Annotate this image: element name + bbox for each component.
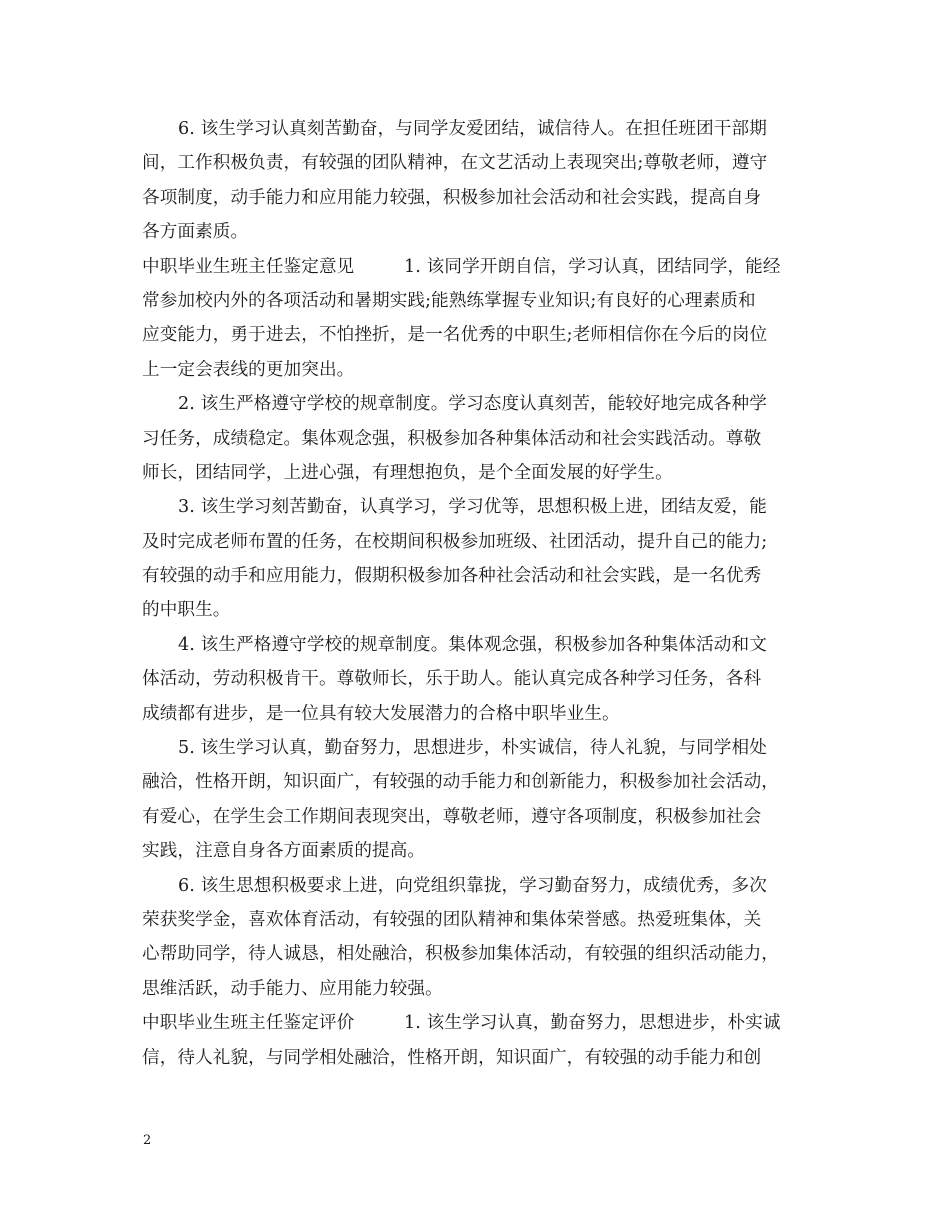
text-line: 的中职生。 xyxy=(142,600,231,621)
section-opinion xyxy=(142,250,810,388)
text-line: 心帮助同学，待人诚恳，相处融洽，积极参加集体活动，有较强的组织活动能力， xyxy=(142,944,779,965)
text-line: 上一定会表线的更加突出。 xyxy=(142,359,355,380)
section-heading-line xyxy=(142,250,810,284)
section-heading: 中职毕业生班主任鉴定意见 xyxy=(142,256,355,277)
text-line: 融洽，性格开朗，知识面广，有较强的动手能力和创新能力，积极参加社会活动， xyxy=(142,772,779,793)
text-line: 间，工作积极负责，有较强的团队精神，在文艺活动上表现突出;尊敬老师，遵守 xyxy=(142,153,768,174)
text-line: 师长，团结同学，上进心强，有理想抱负，是个全面发展的好学生。 xyxy=(142,462,673,483)
text-line: 常参加校内外的各项活动和暑期实践;能熟练掌握专业知识;有良好的心理素质和 xyxy=(142,290,756,311)
document-body xyxy=(142,112,810,1075)
text-line: 6. 该生思想积极要求上进，向党组织靠拢，学习勤奋努力，成绩优秀，多次 xyxy=(178,875,767,896)
text-line: 思维活跃，动手能力、应用能力较强。 xyxy=(142,978,443,999)
text-line: 荣获奖学金，喜欢体育活动，有较强的团队精神和集体荣誉感。热爱班集体，关 xyxy=(142,909,762,930)
text-line: 有较强的动手和应用能力，假期积极参加各种社会活动和社会实践，是一名优秀 xyxy=(142,566,762,587)
text-line: 实践，注意自身各方面素质的提高。 xyxy=(142,841,426,862)
section-heading: 中职毕业生班主任鉴定评价 xyxy=(142,1013,355,1034)
text-line: 信，待人礼貌，与同学相处融洽，性格开朗，知识面广，有较强的动手能力和创 xyxy=(142,1047,762,1068)
text-line: 5. 该生学习认真，勤奋努力，思想进步，朴实诚信，待人礼貌，与同学相处 xyxy=(178,738,767,759)
paragraph-2 xyxy=(142,387,810,490)
paragraph-6b xyxy=(142,869,810,1007)
page-number: 2 xyxy=(143,1133,152,1148)
text-line: 1. 该同学开朗自信，学习认真，团结同学，能经 xyxy=(404,256,781,277)
text-line: 6. 该生学习认真刻苦勤奋，与同学友爱团结，诚信待人。在担任班团干部期 xyxy=(178,119,767,139)
paragraph-3 xyxy=(142,490,810,628)
paragraph-5 xyxy=(142,731,810,869)
text-line: 应变能力，勇于进去，不怕挫折，是一名优秀的中职生;老师相信你在今后的岗位 xyxy=(142,325,768,346)
text-line: 各项制度，动手能力和应用能力较强，积极参加社会活动和社会实践，提高自身 xyxy=(142,187,762,208)
text-line: 及时完成老师布置的任务，在校期间积极参加班级、社团活动，提升自己的能力; xyxy=(142,531,768,552)
text-line: 体活动，劳动积极肯干。尊敬师长，乐于助人。能认真完成各种学习任务，各科 xyxy=(142,669,762,690)
text-line: 习任务，成绩稳定。集体观念强，积极参加各种集体活动和社会实践活动。尊敬 xyxy=(142,428,762,449)
text-line: 成绩都有进步，是一位具有较大发展潜力的合格中职毕业生。 xyxy=(142,703,620,724)
section-heading-line xyxy=(142,1006,810,1040)
text-line: 1. 该生学习认真，勤奋努力，思想进步，朴实诚 xyxy=(404,1013,781,1034)
paragraph-4 xyxy=(142,628,810,731)
text-line: 2. 该生严格遵守学校的规章制度。学习态度认真刻苦，能较好地完成各种学 xyxy=(178,394,767,415)
text-line: 4. 该生严格遵守学校的规章制度。集体观念强，积极参加各种集体活动和文 xyxy=(178,634,767,655)
paragraph-6a xyxy=(142,112,810,250)
text-line: 3. 该生学习刻苦勤奋，认真学习，学习优等，思想积极上进，团结友爱，能 xyxy=(178,497,767,518)
section-evaluation xyxy=(142,1006,810,1075)
text-line: 各方面素质。 xyxy=(142,222,249,243)
text-line: 有爱心，在学生会工作期间表现突出，尊敬老师，遵守各项制度，积极参加社会 xyxy=(142,806,762,827)
